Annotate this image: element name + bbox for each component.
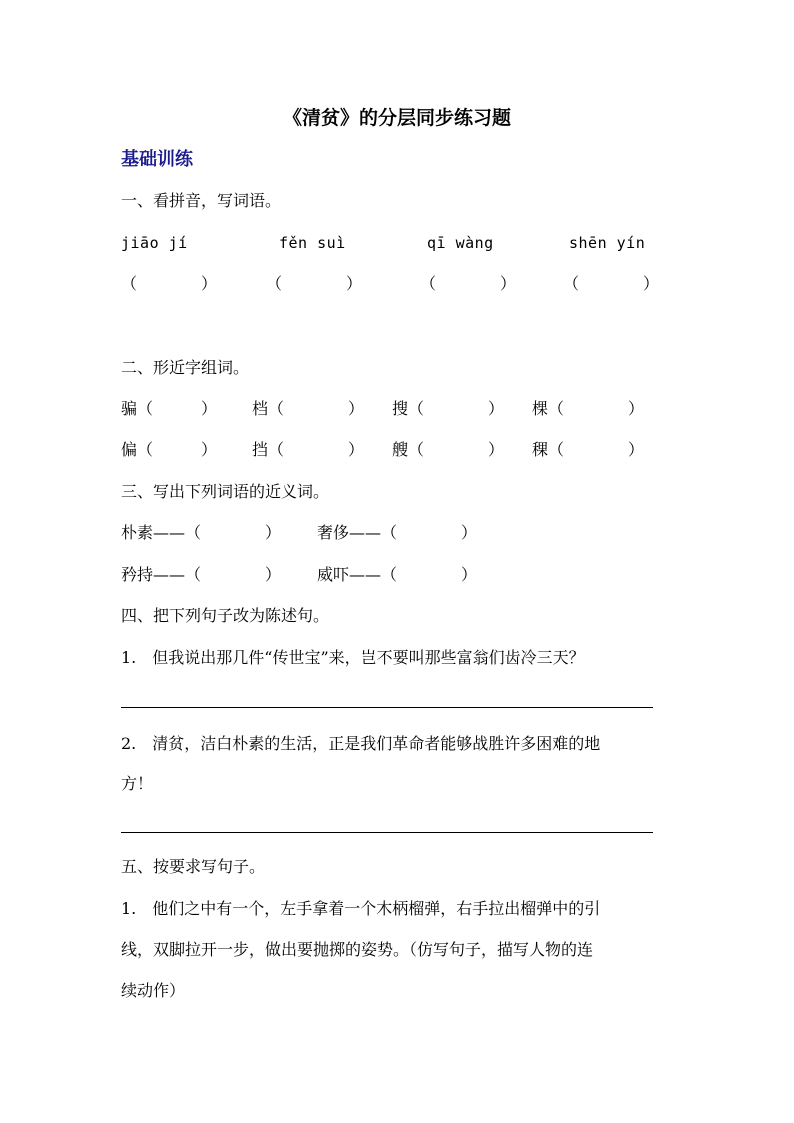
question-1-heading: 一、看拼音，写词语。 — [121, 191, 282, 210]
answer-line-4-1[interactable] — [121, 707, 653, 708]
answer-blank-4[interactable]: （ ） — [563, 274, 660, 293]
pinyin-1: jiāo jí — [121, 234, 188, 252]
sentence-4-2-line2: 方！ — [121, 774, 154, 793]
sentence-4-2-line1: 2. 清贫，洁白朴素的生活，正是我们革命者能够战胜许多困难的地 — [121, 734, 601, 753]
answer-blank-1[interactable]: （ ） — [121, 274, 218, 293]
synonym-item-2[interactable]: 奢侈——（ ） — [317, 523, 478, 542]
synonym-item-3[interactable]: 矜持——（ ） — [121, 565, 282, 584]
sentence-5-1-line1: 1. 他们之中有一个，左手拿着一个木柄榴弹，右手拉出榴弹中的引 — [121, 899, 601, 918]
question-4-heading: 四、把下列句子改为陈述句。 — [121, 606, 330, 625]
char-pair-3-bottom[interactable]: 艘（ ） — [392, 440, 505, 459]
question-3-heading: 三、写出下列词语的近义词。 — [121, 482, 330, 501]
section-heading-basic: 基础训练 — [121, 149, 193, 170]
char-pair-1-top[interactable]: 骗（ ） — [121, 399, 218, 418]
pinyin-2: fěn suì — [279, 234, 346, 252]
answer-line-4-2[interactable] — [121, 832, 653, 833]
synonym-item-4[interactable]: 威吓——（ ） — [317, 565, 478, 584]
page-title: 《清贫》的分层同步练习题 — [282, 107, 511, 129]
pinyin-3: qī wàng — [427, 234, 494, 252]
answer-blank-3[interactable]: （ ） — [420, 274, 517, 293]
char-pair-2-bottom[interactable]: 挡（ ） — [252, 440, 365, 459]
char-pair-4-top[interactable]: 棵（ ） — [532, 399, 645, 418]
char-pair-1-bottom[interactable]: 偏（ ） — [121, 440, 218, 459]
answer-blank-2[interactable]: （ ） — [266, 274, 363, 293]
question-2-heading: 二、形近字组词。 — [121, 358, 250, 377]
question-5-heading: 五、按要求写句子。 — [121, 857, 266, 876]
char-pair-2-top[interactable]: 档（ ） — [252, 399, 365, 418]
sentence-4-1: 1. 但我说出那几件“传世宝”来，岂不要叫那些富翁们齿冷三天？ — [121, 648, 585, 667]
char-pair-4-bottom[interactable]: 稞（ ） — [532, 440, 645, 459]
synonym-item-1[interactable]: 朴素——（ ） — [121, 523, 282, 542]
pinyin-4: shēn yín — [569, 234, 646, 252]
sentence-5-1-line2: 线，双脚拉开一步，做出要抛掷的姿势。（仿写句子，描写人物的连 — [121, 940, 594, 959]
char-pair-3-top[interactable]: 搜（ ） — [392, 399, 505, 418]
sentence-5-1-line3: 续动作） — [121, 981, 186, 1000]
